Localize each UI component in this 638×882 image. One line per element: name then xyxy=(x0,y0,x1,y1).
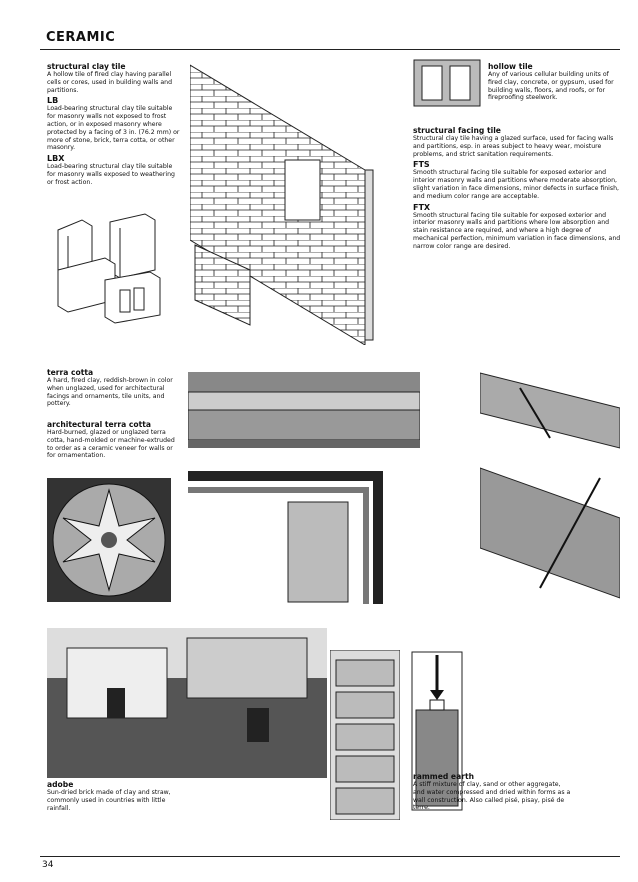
term-structural-clay-tile: structural clay tile xyxy=(47,62,126,71)
structural-clay-tile-entry xyxy=(47,62,182,187)
def-adobe: Sun-dried brick made of clay and straw, commonly used in countries with little rainfall. xyxy=(47,789,171,812)
hollow-tile-entry xyxy=(488,62,623,102)
def-architectural-terra-cotta: Hard-burned, glazed or unglazed terra cotta, hand-molded or machine-extruded to order as a ceramic veneer for walls or for ornamentation. xyxy=(47,429,175,460)
term-architectural-terra-cotta: architectural terra cotta xyxy=(47,420,151,429)
def-structural-facing-tile: Structural clay tile having a glazed surface, used for facing walls and partitions, esp. in areas subject to heavy wear, moisture problems, and strict sanitation requirements. xyxy=(413,135,614,158)
damaged-cornice-illustration xyxy=(480,368,620,600)
term-rammed-earth: rammed earth xyxy=(413,772,474,781)
term-terra-cotta: terra cotta xyxy=(47,368,94,377)
terra-cotta-entry xyxy=(47,368,182,408)
def-structural-clay-tile: A hollow tile of fired clay having parallel cells or cores, used in building walls and partitions. xyxy=(47,71,173,94)
label-lb: LB xyxy=(47,96,59,106)
term-hollow-tile: hollow tile xyxy=(488,62,533,71)
label-fts: FTS xyxy=(413,160,430,170)
hollow-tile-illustration xyxy=(412,58,484,110)
star-medallion-illustration xyxy=(47,478,171,602)
structural-facing-tile-entry xyxy=(413,126,623,251)
brick-wall-illustration xyxy=(190,60,390,345)
clay-tile-units-illustration xyxy=(50,210,185,330)
adobe-entry xyxy=(47,780,182,812)
rammed-earth-entry xyxy=(413,772,573,812)
def-ftx: Smooth structural facing tile suitable for exposed exterior and interior masonry walls and partitions where low absorption and stain resistance are required, and where a high degree of mechanical perfection, minimum variation in face dimensions, and narrow color range are desired. xyxy=(413,211,621,250)
def-terra-cotta: A hard, fired clay, reddish-brown in color when unglazed, used for architectural facings and ornaments, tile units, and pottery. xyxy=(47,377,173,408)
section-title: CERAMIC xyxy=(46,30,116,45)
def-hollow-tile: Any of various cellular building units of fired clay, concrete, or gypsum, used for building walls, floors, and roofs, or for fireproofing steelwork. xyxy=(488,71,614,102)
def-fts: Smooth structural facing tile suitable for exposed exterior and interior masonry walls and partitions where moderate absorption, slight variation in face dimensions, minor defects in surface finish, and medium color range are acceptable. xyxy=(413,169,619,200)
def-lb: Load-bearing structural clay tile suitable for masonry walls not exposed to frost action, or in exposed masonry where protected by a facing of 3 in. (76.2 mm) or more of stone, brick, terra cotta, or other masonry. xyxy=(47,105,180,152)
adobe-village-photo xyxy=(47,628,327,778)
term-structural-facing-tile: structural facing tile xyxy=(413,126,501,135)
footer-rule xyxy=(40,856,620,857)
header-rule xyxy=(40,49,620,50)
page-number: 34 xyxy=(42,860,54,870)
def-lbx: Load-bearing structural clay tile suitable for masonry walls exposed to weathering or frost action. xyxy=(47,163,175,186)
term-adobe: adobe xyxy=(47,780,74,789)
label-ftx: FTX xyxy=(413,202,431,212)
label-lbx: LBX xyxy=(47,154,65,164)
architectural-terra-cotta-entry xyxy=(47,420,182,460)
def-rammed-earth: A stiff mixture of clay, sand or other aggregate, and water compressed and dried within forms as a wall construction. Also called pisé, pisay, pisé de terre. xyxy=(413,781,571,812)
adobe-wall-section xyxy=(330,650,400,820)
terra-cotta-cornice-illustration xyxy=(188,372,420,604)
